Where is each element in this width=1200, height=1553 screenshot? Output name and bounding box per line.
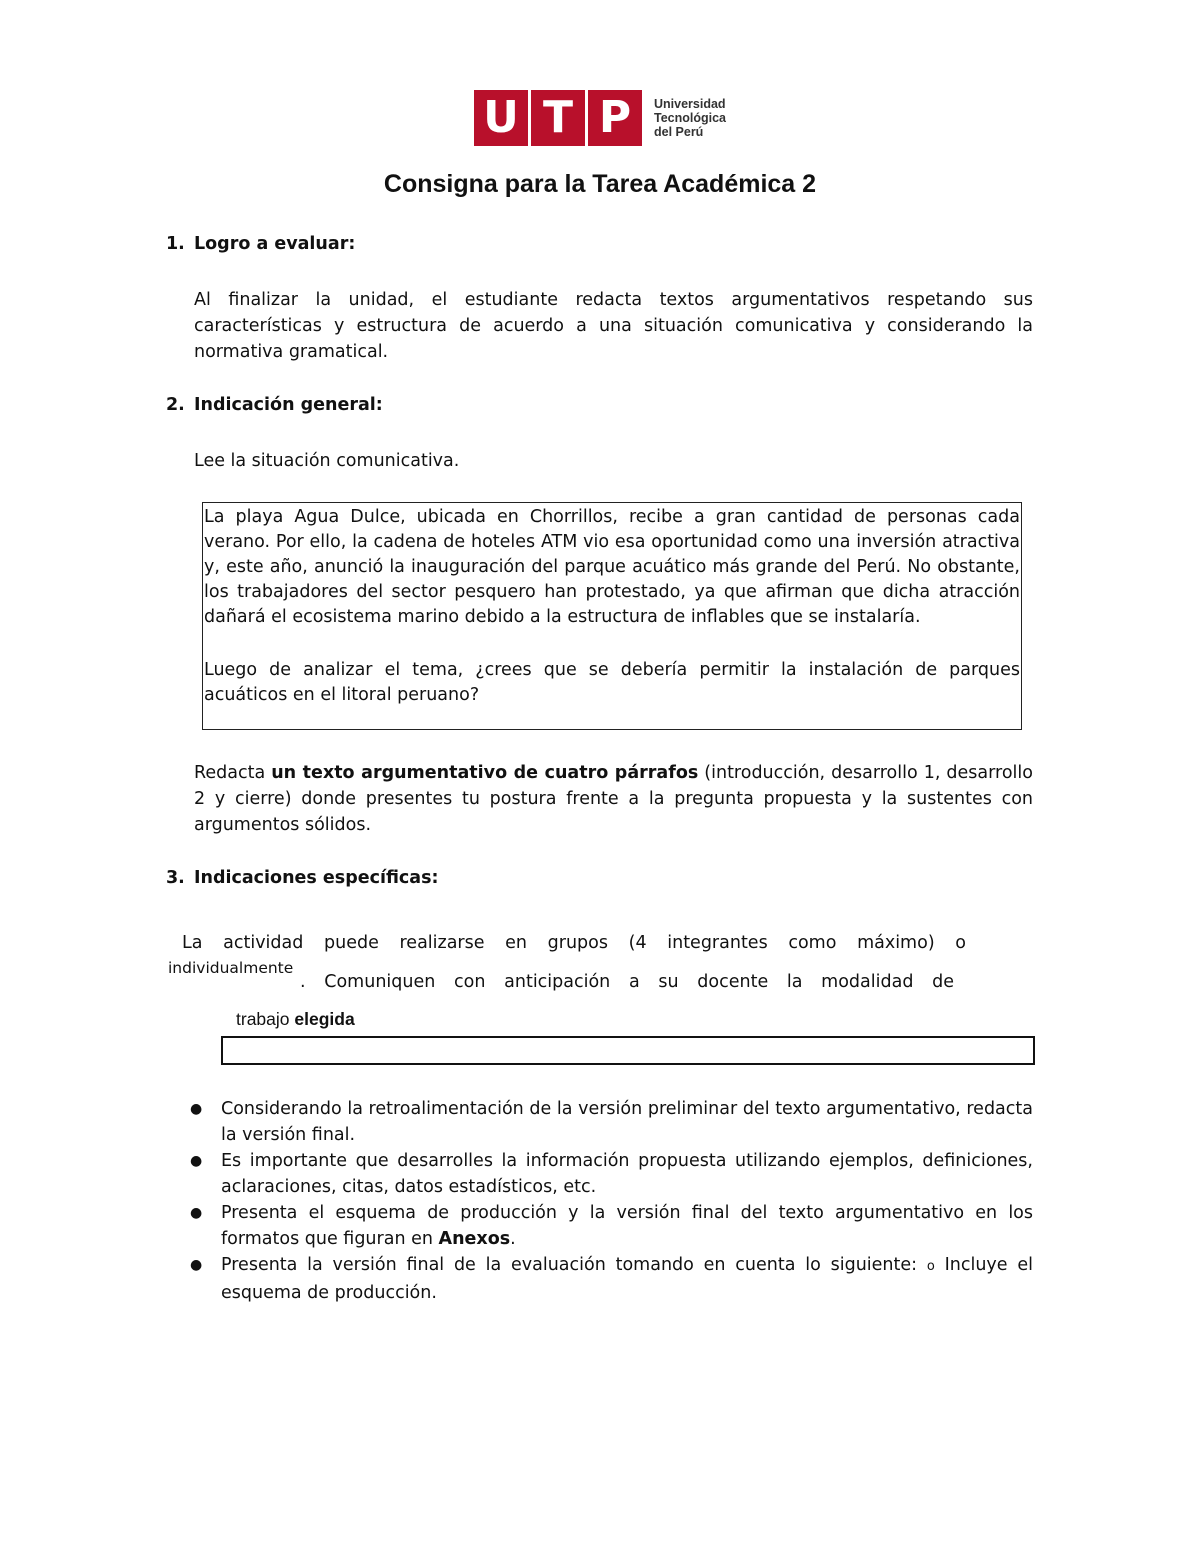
logo-letter-u: U [474, 90, 528, 146]
logo-letter-p: P [588, 90, 642, 146]
bullet-icon: ● [190, 1257, 203, 1273]
logo-wordmark [654, 97, 726, 139]
list-item [190, 1252, 1033, 1306]
bullet-icon: ● [190, 1153, 203, 1169]
situation-paragraph: La playa Agua Dulce, ubicada en Chorrillos, recibe a gran cantidad de personas cada verano. Por ello, la cadena de hoteles ATM vio esa oportunidad como una inversión atractiva y, este año, anunció la inauguración del parque acuático más grande del Perú. No obstante, los trabajadores del sector pesquero han protestado, ya que afirman que dicha atracción dañará el ecosistema marino debido a la estructura de inflables que se instalaría. [204, 507, 1020, 627]
section-1-text: Al finalizar la unidad, el estudiante redacta textos argumentativos respetando sus características y estructura de acuerdo a una situación comunicativa y considerando la normativa gramatical. [194, 290, 1033, 362]
section-1-heading [166, 234, 355, 254]
logo-line-1: Universidad [654, 97, 726, 111]
situation-box [202, 502, 1022, 730]
logo-line-3: del Perú [654, 125, 704, 139]
section-1-title: Logro a evaluar: [194, 234, 356, 254]
section-2-intro: Lee la situación comunicativa. [194, 451, 460, 471]
logo-letter-t: T [531, 90, 585, 146]
logo-line-2: Tecnológica [654, 111, 727, 125]
instruction-bold: un texto argumentativo de cuatro párrafos [271, 763, 699, 783]
section-3-line-1: La actividad puede realizarse en grupos (4 integrantes como máximo) o [182, 933, 966, 953]
bullet-icon: ● [190, 1101, 203, 1117]
section-1-number: 1. [166, 234, 185, 254]
situation-question: Luego de analizar el tema, ¿crees que se debería permitir la instalación de parques acuáticos en el litoral peruano? [204, 660, 1020, 705]
item-3-post: . [510, 1229, 516, 1249]
section-2-number: 2. [166, 395, 185, 415]
list-item-text [221, 1200, 1033, 1252]
item-3-bold: Anexos [438, 1229, 511, 1249]
item-3-pre: Presenta el esquema de producción y la versión final del texto argumentativo en los formatos que figuran en [221, 1203, 1033, 1249]
list-item-text: Considerando la retroalimentación de la versión preliminar del texto argumentativo, redacta la versión final. [221, 1099, 1033, 1145]
specific-indications-list [190, 1096, 1033, 1306]
list-item-text: Es importante que desarrolles la información propuesta utilizando ejemplos, definiciones, aclaraciones, citas, datos estadísticos, etc. [221, 1151, 1033, 1197]
sub-bullet-icon: o [926, 1259, 935, 1274]
bullet-icon: ● [190, 1205, 203, 1221]
section-3-title: Indicaciones específicas: [194, 868, 439, 888]
instruction-pre: Redacta [194, 763, 272, 783]
section-3-number: 3. [166, 868, 185, 888]
item-4-post: Incluye el esquema de producción. [221, 1255, 1033, 1303]
instruction-post: (introducción, desarrollo 1, desarrollo 2 y cierre) donde presentes tu postura frente a la pregunta propuesta y la sustentes con argumentos sólidos. [194, 763, 1033, 835]
section-3-heading [166, 868, 439, 888]
line-3-bold: elegida [294, 1009, 355, 1029]
list-item [190, 1200, 1033, 1252]
list-item-text [221, 1252, 1033, 1306]
section-3-line-3 [236, 1009, 355, 1030]
section-3-line-2: . Comuniquen con anticipación a su docente la modalidad de [300, 972, 954, 992]
list-item [190, 1096, 1033, 1148]
page-title: Consigna para la Tarea Académica 2 [383, 170, 817, 198]
section-2-instruction [194, 760, 1033, 838]
section-2-heading [166, 395, 383, 415]
section-3-individual-word: individualmente [168, 959, 294, 977]
section-2-title: Indicación general: [194, 395, 383, 415]
item-4-pre: Presenta la versión final de la evaluación tomando en cuenta lo siguiente: [221, 1255, 927, 1275]
line-3-pre: trabajo [236, 1009, 295, 1029]
list-item [190, 1148, 1033, 1200]
modality-input-box[interactable] [221, 1036, 1035, 1065]
